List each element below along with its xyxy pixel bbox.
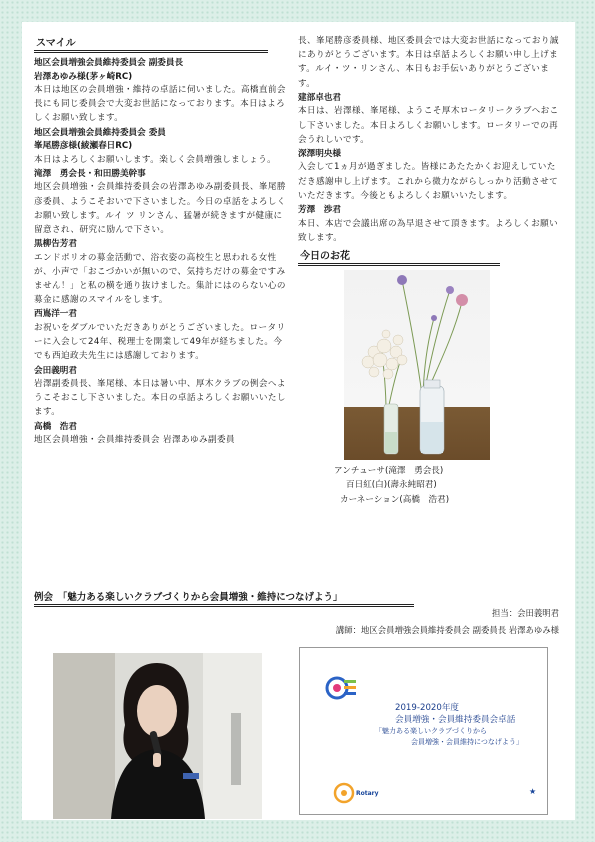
- smile-entry-text: エンドポリオの募金活動で、浴衣姿の高校生と思われる女性が、小声で「おこづかいが無いので、気持ちだけの募金ですみません！」と私の横を通り抜けました。集計にはのらない心の募金に感謝のスマイルをします。: [34, 252, 286, 306]
- newsletter-page: [22, 22, 575, 820]
- smile-entry-text: 本日はよろしくお願いします。楽しく会員増強しましょう。: [34, 154, 277, 165]
- smile-entry-name: 芳澤 渉君: [298, 205, 341, 216]
- smile-entry: [34, 421, 289, 448]
- flower-illustration: [344, 270, 490, 460]
- smile-entry: [34, 168, 289, 237]
- smile-entry-text: 地区会員増強・会員維持委員会 岩澤あゆみ副委員: [34, 435, 235, 446]
- star-icon: ★: [529, 787, 537, 796]
- smile-entry-text: 岩澤副委員長、峯尾様、本日は暑い中、厚木クラブの例会へようこそおこし下さいました。本日の卓話よろしくお願いいたします。: [34, 379, 286, 418]
- smile-entry: [34, 140, 289, 167]
- flower-caption: 百日紅(白)(壽永純昭君): [346, 480, 437, 491]
- smile-entry-name: 岩澤あゆみ様(茅ヶ崎RC): [34, 71, 133, 82]
- smile-entry-text: 入会して1ヵ月が過ぎました。皆様にあたたかくお迎えしていただき感謝申し上げます。これから微力ながらしっかり活動させていただきます。今後ともよろしくお願いいたします。: [298, 162, 559, 201]
- smile-entry-name: 会田義明君: [34, 365, 77, 376]
- slide-subtitle-line: 会員増強・会員維持につなげよう」: [411, 738, 523, 746]
- smile-entry-name: 建部卓也君: [298, 92, 341, 103]
- smile-entry: [298, 204, 560, 245]
- smile-entry: [298, 92, 560, 147]
- smile-entry: [34, 365, 289, 420]
- flower-photo: [344, 270, 490, 460]
- speaker-illustration: [53, 653, 262, 819]
- smile-entry-text: 地区会員増強・会員維持委員会の岩澤あゆみ副委員長、峯尾勝彦委員、ようこそおいで下さいました。今日の卓話をよろしくお願い致します。ルイ ツ リンさん、猛暑が続きますが健康に留意され、研究に励んで下さい。: [34, 182, 286, 235]
- smile-entry-text: 本日は、岩澤様、峯尾様、ようこそ厚木ロータリークラブへおこし下さいました。本日よろしくお願いします。ロータリーでの再会うれしいです。: [298, 106, 559, 145]
- rotary-theme-logo: [324, 674, 358, 702]
- smile-entry: [34, 308, 289, 363]
- flower-caption: カーネーション(高橋 浩君): [340, 494, 450, 505]
- smile-entry: [298, 148, 560, 203]
- smile-entry: [34, 127, 289, 140]
- flower-caption: アンチューサ(滝澤 勇会長): [334, 465, 444, 476]
- presentation-slide: [299, 647, 548, 815]
- slide-subtitle-line: 「魅力ある楽しいクラブづくりから: [375, 727, 487, 735]
- flowers-heading: 今日のお花: [298, 247, 500, 266]
- rotary-label: Rotary: [356, 790, 379, 797]
- reikai-koshi: 講師：地区会員増強会員維持委員会 副委員長 岩澤あゆみ様: [335, 625, 559, 635]
- smile-entry-text: お祝いをダブルでいただきありがとうございました。ロータリーに入会して24年、税理士を開業して49年が経ちました。今でも西迫政夫先生には感謝しております。: [34, 322, 286, 362]
- slide-subtitle: [375, 726, 523, 748]
- reikai-tanto: 担当：会田義明君: [492, 608, 559, 618]
- reikai-heading: 例会 「魅力ある楽しいクラブづくりから会員増強・維持につなげよう」: [34, 589, 414, 607]
- smile-entry-name: 峯尾勝彦様(綾瀬春日RC): [34, 141, 133, 152]
- smile-entry: [34, 57, 289, 70]
- smile-column-left: [34, 34, 289, 447]
- smile-entry-name: 黒柳告芳君: [34, 239, 77, 250]
- smile-entry-name: 西嶌洋一君: [34, 309, 77, 320]
- rotary-wheel-icon: [333, 782, 355, 804]
- smile-entry: [34, 238, 289, 307]
- smile-entry-name: 深澤明央様: [298, 148, 341, 159]
- smile-continued-text: 長、峯尾勝彦委員様、地区委員会では大変お世話になっており誠にありがとうございます。本日は卓話よろしくお願い申し上げます。ルイ・ツ・リンさん、本日もお手伝いありがとうございます。: [298, 36, 559, 89]
- smile-entry-name: 滝澤 勇会長・和田勝美幹事: [34, 168, 146, 179]
- smile-entry-name: 高橋 浩君: [34, 421, 77, 432]
- speaker-photo: [53, 653, 262, 819]
- slide-title: 2019-2020年度 会員増強・会員維持委員会卓話: [395, 703, 516, 725]
- smile-heading: スマイル: [34, 34, 268, 53]
- smile-entry-name: 地区会員増強会員維持委員会 副委員長: [34, 58, 184, 68]
- smile-entry: [34, 71, 289, 126]
- smile-entry-text: 本日、本店で会議出席の為早退させて頂きます。よろしくお願い致します。: [298, 218, 559, 243]
- smile-entry-text: 本日は地区の会員増強・維持の卓話に伺いました。高橋直前会長にも同じ委員会で大変お世話になっております。本日はよろしくお願い致します。: [34, 85, 286, 124]
- smile-column-right: [298, 34, 560, 507]
- smile-entry-name: 地区会員増強会員維持委員会 委員: [34, 127, 166, 138]
